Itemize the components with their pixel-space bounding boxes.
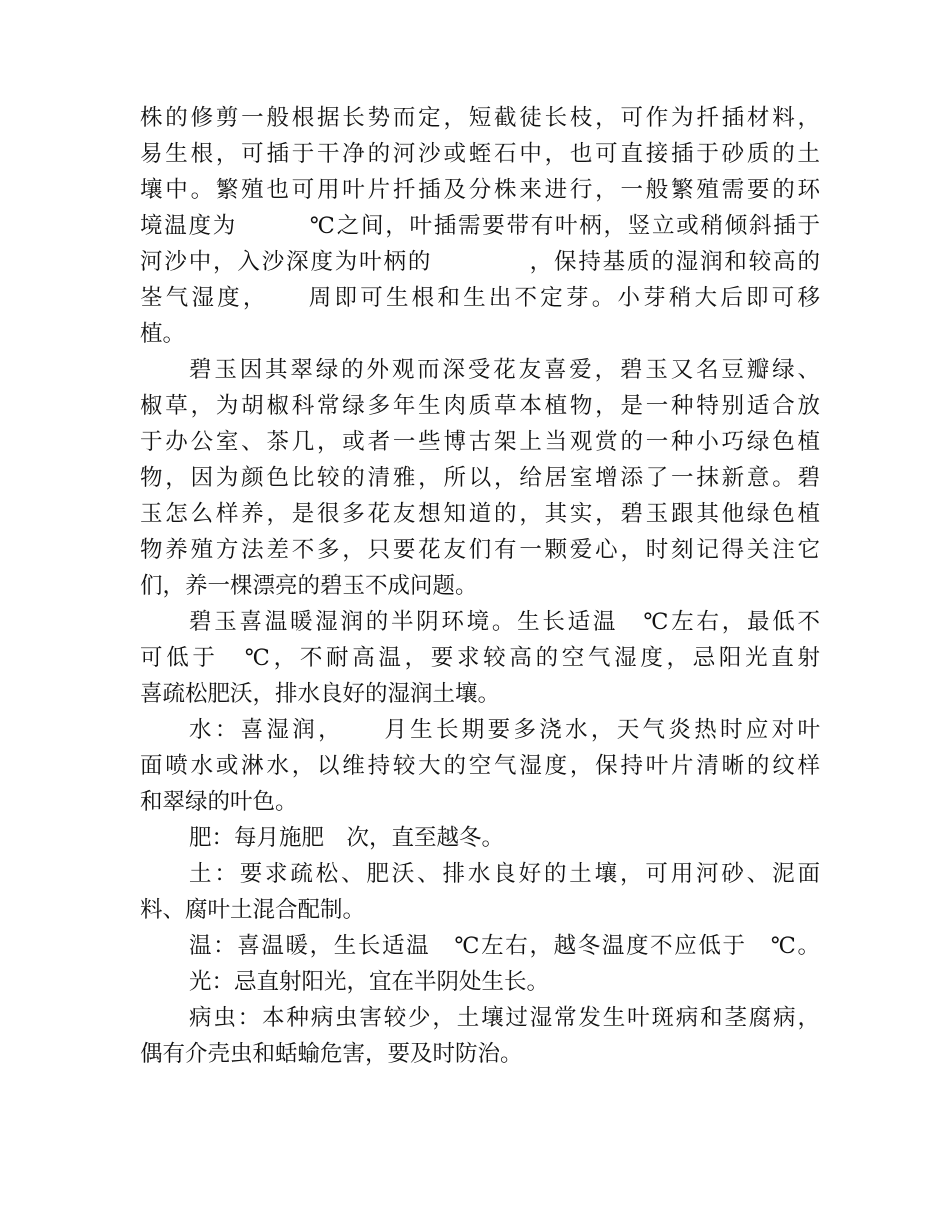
paragraph-first-line: 肥：每月施肥 次，直至越冬。 bbox=[189, 825, 505, 851]
text-line: 壤中。繁殖也可用叶片扦插及分株来进行，一般繁殖需要的环 bbox=[140, 177, 820, 203]
text-line: 和翠绿的叶色。 bbox=[140, 789, 298, 815]
paragraph-first-line: 温：喜温暖，生长适温 ℃左右，越冬温度不应低于 ℃。 bbox=[189, 933, 820, 959]
text-line: 可低于 ℃，不耐高温，要求较高的空气湿度，忌阳光直射 bbox=[140, 645, 820, 671]
paragraph-first-line: 碧玉因其翠绿的外观而深受花友喜爱，碧玉又名豆瓣绿、 bbox=[189, 357, 820, 383]
text-line: 料、腐叶土混合配制。 bbox=[140, 897, 366, 923]
paragraph-first-line: 土：要求疏松、肥沃、排水良好的土壤，可用河砂、泥面 bbox=[189, 861, 820, 887]
text-line: 易生根，可插于干净的河沙或蛭石中，也可直接插于砂质的土 bbox=[140, 141, 820, 167]
text-line: 喜疏松肥沃，排水良好的湿润土壤。 bbox=[140, 681, 501, 707]
text-line: 株的修剪一般根据长势而定，短截徒长枝，可作为扦插材料， bbox=[140, 105, 820, 131]
paragraph-first-line: 病虫：本种病虫害较少，土壤过湿常发生叶斑病和茎腐病， bbox=[189, 1005, 820, 1031]
text-line: 植。 bbox=[140, 321, 186, 347]
text-line: 偶有介壳虫和蛞蝓危害，要及时防治。 bbox=[140, 1041, 523, 1067]
text-line: 面喷水或淋水，以维持较大的空气湿度，保持叶片清晰的纹样 bbox=[140, 753, 820, 779]
paragraph-first-line: 碧玉喜温暖湿润的半阴环境。生长适温 ℃左右，最低不 bbox=[189, 609, 820, 635]
text-line: 们，养一棵漂亮的碧玉不成问题。 bbox=[140, 573, 478, 599]
text-line: 河沙中，入沙深度为叶柄的 ，保持基质的湿润和较高的 bbox=[140, 249, 820, 275]
paragraph-first-line: 水：喜湿润， 月生长期要多浇水，天气炎热时应对叶 bbox=[189, 717, 820, 743]
text-line: 峑气湿度， 周即可生根和生出不定芽。小芽稍大后即可移 bbox=[140, 285, 820, 311]
text-line: 境温度为 ℃之间，叶插需要带有叶柄，竖立或稍倾斜插于 bbox=[140, 213, 820, 239]
text-line: 于办公室、茶几，或者一些博古架上当观赏的一种小巧绿色植 bbox=[140, 429, 820, 455]
paragraph-first-line: 光：忌直射阳光，宜在半阴处生长。 bbox=[189, 969, 550, 995]
document-body bbox=[140, 100, 820, 1072]
text-line: 物养殖方法差不多，只要花友们有一颗爱心，时刻记得关注它 bbox=[140, 537, 820, 563]
text-line: 椒草，为胡椒科常绿多年生肉质草本植物，是一种特别适合放 bbox=[140, 393, 820, 419]
text-line: 玉怎么样养，是很多花友想知道的，其实，碧玉跟其他绿色植 bbox=[140, 501, 820, 527]
text-line: 物，因为颜色比较的清雅，所以，给居室增添了一抹新意。碧 bbox=[140, 465, 820, 491]
